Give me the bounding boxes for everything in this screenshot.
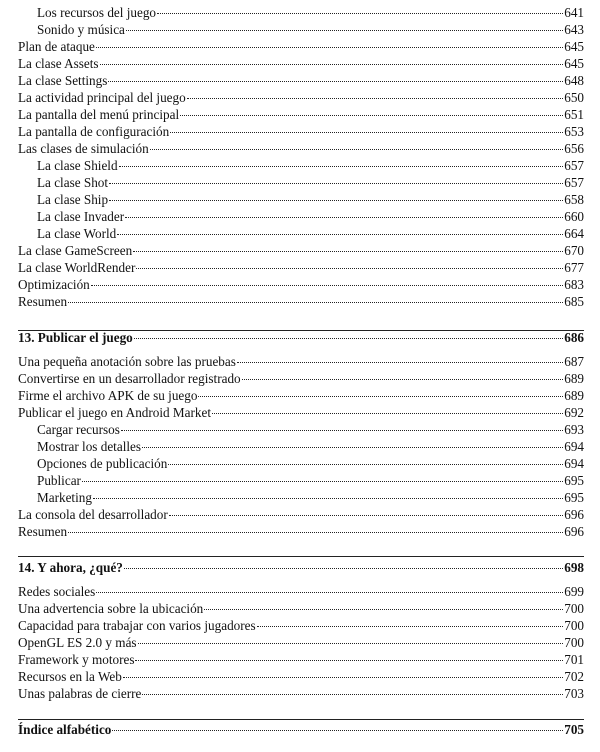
toc-entry[interactable] (18, 387, 584, 404)
toc-entry-title: La clase WorldRender (18, 260, 136, 275)
toc-page-number: 685 (564, 294, 584, 309)
toc-page-number: 700 (564, 618, 584, 633)
toc-page-number: 664 (564, 226, 584, 241)
toc-entry[interactable] (18, 123, 584, 140)
toc-entry-title: Resumen (18, 524, 68, 539)
toc-entry[interactable] (18, 651, 584, 668)
dot-leader (150, 149, 563, 150)
toc-entry[interactable] (18, 668, 584, 685)
dot-leader (119, 166, 564, 167)
dot-leader (237, 362, 563, 363)
toc-entry-title: Una pequeña anotación sobre las pruebas (18, 354, 236, 369)
toc-entry[interactable] (18, 600, 584, 617)
dot-leader (134, 338, 563, 339)
dot-leader (93, 498, 563, 499)
toc-entry-title: OpenGL ES 2.0 y más (18, 635, 137, 650)
toc-entry[interactable] (18, 276, 584, 293)
toc-entry[interactable] (37, 455, 584, 472)
toc-page-number: 686 (564, 330, 584, 345)
toc-entry[interactable] (37, 208, 584, 225)
toc-page-number: 692 (564, 405, 584, 420)
toc-entry[interactable] (18, 506, 584, 523)
dot-leader (68, 532, 563, 533)
toc-page-number: 687 (564, 354, 584, 369)
dot-leader (212, 413, 563, 414)
toc-page-number: 645 (564, 56, 584, 71)
toc-page-number: 695 (564, 490, 584, 505)
toc-page-number: 657 (564, 175, 584, 190)
dot-leader (108, 81, 563, 82)
toc-entry[interactable] (18, 685, 584, 702)
toc-page-number: 695 (564, 473, 584, 488)
toc-entry[interactable] (18, 140, 584, 157)
toc-entry-title: Las clases de simulación (18, 141, 149, 156)
toc-entry[interactable] (37, 421, 584, 438)
toc-entry[interactable] (18, 617, 584, 634)
dot-leader (124, 568, 563, 569)
toc-entry[interactable] (18, 634, 584, 651)
dot-leader (96, 592, 563, 593)
toc-page-number: 653 (564, 124, 584, 139)
toc-page-number: 689 (564, 371, 584, 386)
toc-page-number: 693 (564, 422, 584, 437)
dot-leader (96, 47, 563, 48)
toc-entry[interactable] (18, 583, 584, 600)
toc-entry-title: Índice alfabético (18, 722, 112, 737)
dot-leader (91, 285, 563, 286)
toc-page-number: 689 (564, 388, 584, 403)
toc-page-number: 699 (564, 584, 584, 599)
toc-entry-title: Marketing (37, 490, 92, 505)
toc-entry[interactable] (18, 523, 584, 540)
toc-entry-title: Los recursos del juego (37, 5, 157, 20)
toc-entry-title: Publicar el juego en Android Market (18, 405, 212, 420)
toc-page-number: 677 (564, 260, 584, 275)
dot-leader (187, 98, 564, 99)
toc-page-number: 658 (564, 192, 584, 207)
toc-entry-title: Convertirse en un desarrollador registrado (18, 371, 241, 386)
toc-entry-title: La pantalla de configuración (18, 124, 170, 139)
toc-entry-title: Recursos en la Web (18, 669, 122, 684)
toc-page-number: 643 (564, 22, 584, 37)
toc-entry-title: Optimización (18, 277, 90, 292)
toc-entry-title: La clase Invader (37, 209, 125, 224)
dot-leader (157, 13, 563, 14)
toc-entry[interactable] (18, 353, 584, 370)
toc-page-number: 651 (564, 107, 584, 122)
toc-page-number: 705 (564, 722, 584, 737)
toc-entry[interactable] (37, 21, 584, 38)
toc-entry[interactable] (18, 38, 584, 55)
toc-page-number: 645 (564, 39, 584, 54)
toc-entry-title: Mostrar los detalles (37, 439, 142, 454)
toc-page-number: 670 (564, 243, 584, 258)
toc-entry-title: Cargar recursos (37, 422, 120, 437)
toc-chapter-entry[interactable] (18, 329, 584, 346)
dot-leader (169, 515, 563, 516)
dot-leader (133, 251, 563, 252)
dot-leader (82, 481, 563, 482)
toc-page-number: 696 (564, 507, 584, 522)
toc-entry-title: La clase World (37, 226, 117, 241)
section-rule (18, 719, 584, 720)
toc-page-number: 702 (564, 669, 584, 684)
toc-entry-title: Unas palabras de cierre (18, 686, 142, 701)
dot-leader (138, 643, 564, 644)
toc-page-number: 656 (564, 141, 584, 156)
toc-entry-title: La clase Shot (37, 175, 109, 190)
dot-leader (68, 302, 563, 303)
dot-leader (126, 30, 563, 31)
toc-entry[interactable] (37, 4, 584, 21)
toc-entry[interactable] (18, 259, 584, 276)
dot-leader (123, 677, 563, 678)
toc-page-number: 660 (564, 209, 584, 224)
dot-leader (100, 64, 564, 65)
toc-entry-title: La clase Assets (18, 56, 99, 71)
toc-entry-title: Redes sociales (18, 584, 96, 599)
toc-entry[interactable] (37, 489, 584, 506)
dot-leader (170, 132, 563, 133)
toc-entry[interactable] (37, 225, 584, 242)
dot-leader (112, 730, 563, 731)
toc-entry-title: La clase Shield (37, 158, 118, 173)
toc-entry[interactable] (37, 191, 584, 208)
toc-page-number: 698 (564, 560, 584, 575)
toc-entry-title: La clase Settings (18, 73, 108, 88)
toc-entry[interactable] (18, 242, 584, 259)
toc-page-number: 641 (564, 5, 584, 20)
toc-entry[interactable] (37, 472, 584, 489)
toc-entry-title: La consola del desarrollador (18, 507, 168, 522)
toc-chapter-entry[interactable] (18, 721, 584, 738)
toc-entry-title: La actividad principal del juego (18, 90, 186, 105)
toc-entry[interactable] (18, 293, 584, 310)
toc-entry-title: La clase GameScreen (18, 243, 133, 258)
toc-page-number: 650 (564, 90, 584, 105)
dot-leader (121, 430, 563, 431)
toc-entry-title: Plan de ataque (18, 39, 95, 54)
toc-entry-title: Opciones de publicación (37, 456, 168, 471)
toc-entry-title: La clase Ship (37, 192, 109, 207)
toc-page-number: 696 (564, 524, 584, 539)
dot-leader (109, 200, 563, 201)
dot-leader (117, 234, 563, 235)
toc-entry-title: Firme el archivo APK de su juego (18, 388, 198, 403)
toc-entry-title: Capacidad para trabajar con varios jugadores (18, 618, 256, 633)
toc-entry-title: 13. Publicar el juego (18, 330, 133, 345)
toc-page-number: 657 (564, 158, 584, 173)
dot-leader (136, 268, 563, 269)
toc-entry[interactable] (37, 438, 584, 455)
toc-page-number: 701 (564, 652, 584, 667)
toc-entry-title: Framework y motores (18, 652, 135, 667)
dot-leader (142, 694, 563, 695)
dot-leader (242, 379, 564, 380)
toc-entry-title: Una advertencia sobre la ubicación (18, 601, 204, 616)
section-rule (18, 556, 584, 557)
dot-leader (135, 660, 563, 661)
toc-entry[interactable] (18, 404, 584, 421)
toc-page-number: 694 (564, 439, 584, 454)
toc-page-number: 683 (564, 277, 584, 292)
toc-entry[interactable] (18, 89, 584, 106)
dot-leader (198, 396, 563, 397)
toc-entry[interactable] (18, 55, 584, 72)
toc-entry[interactable] (18, 72, 584, 89)
toc-entry[interactable] (18, 370, 584, 387)
toc-entry-title: La pantalla del menú principal (18, 107, 180, 122)
toc-entry[interactable] (37, 174, 584, 191)
toc-page-number: 700 (564, 635, 584, 650)
toc-entry-title: 14. Y ahora, ¿qué? (18, 560, 123, 575)
toc-entry-title: Resumen (18, 294, 68, 309)
toc-entry[interactable] (18, 106, 584, 123)
dot-leader (142, 447, 563, 448)
toc-page-number: 648 (564, 73, 584, 88)
dot-leader (204, 609, 563, 610)
toc-page-number: 700 (564, 601, 584, 616)
toc-entry[interactable] (37, 157, 584, 174)
dot-leader (109, 183, 563, 184)
dot-leader (125, 217, 563, 218)
toc-entry-title: Sonido y música (37, 22, 125, 37)
dot-leader (168, 464, 563, 465)
dot-leader (257, 626, 564, 627)
toc-page-number: 694 (564, 456, 584, 471)
toc-chapter-entry[interactable] (18, 559, 584, 576)
toc-page-number: 703 (564, 686, 584, 701)
toc-entry-title: Publicar (37, 473, 81, 488)
dot-leader (180, 115, 563, 116)
